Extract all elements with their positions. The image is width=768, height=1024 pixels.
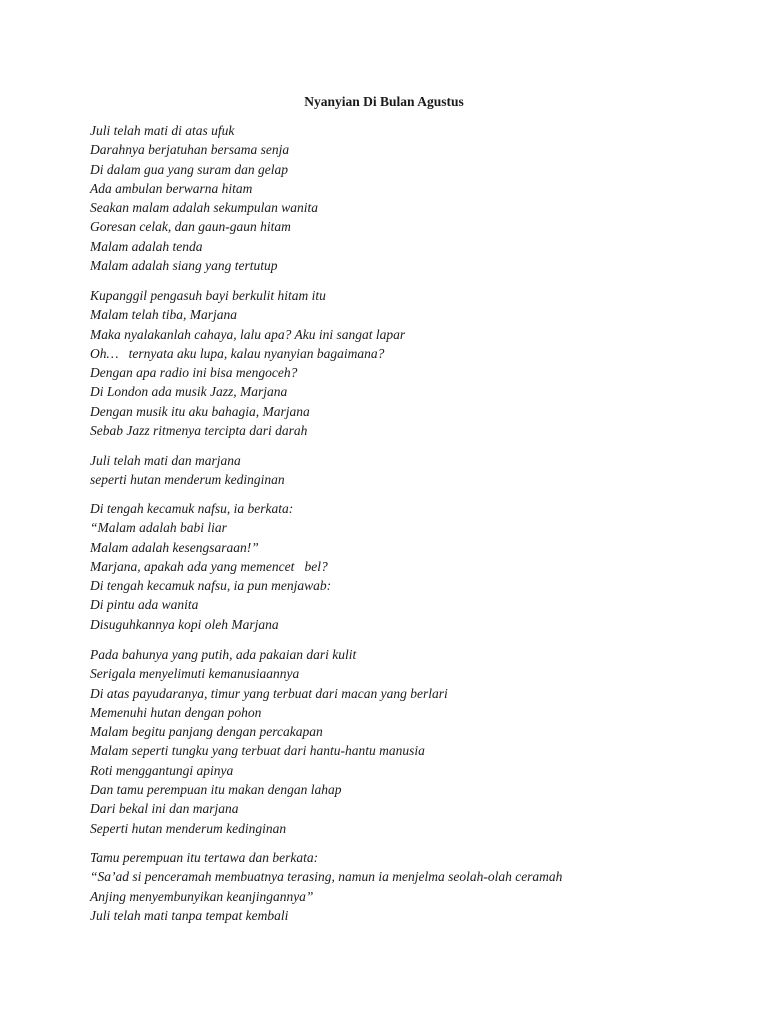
poem-line: Di London ada musik Jazz, Marjana [90, 384, 288, 400]
poem-line: Anjing menyembunyikan keanjingannya” [90, 888, 314, 904]
poem-line: Malam adalah siang yang tertutup [90, 258, 278, 274]
poem-line: Roti menggantungi apinya [90, 762, 234, 778]
stanza-4 [90, 499, 331, 634]
poem-line: Goresan celak, dan gaun-gaun hitam [90, 219, 291, 235]
poem-line: “Sa’ad si penceramah membuatnya terasing, namun ia menjelma seolah-olah ceramah [90, 869, 563, 885]
poem-line: Juli telah mati di atas ufuk [90, 123, 235, 138]
poem-line: Di pintu ada wanita [90, 597, 199, 613]
poem-line: Memenuhi hutan dengan pohon [90, 704, 262, 720]
stanza-3 [90, 451, 285, 490]
stanza-5 [90, 645, 448, 838]
poem-line: Maka nyalakanlah cahaya, lalu apa? Aku ini sangat lapar [90, 326, 406, 342]
poem-line: Sebab Jazz ritmenya tercipta dari darah [90, 423, 308, 439]
stanza-1 [90, 121, 318, 275]
poem-line: Oh… ternyata aku lupa, kalau nyanyian bagaimana? [90, 345, 385, 361]
poem-line: Kupanggil pengasuh bayi berkulit hitam itu [90, 288, 326, 303]
poem-line: Juli telah mati dan marjana [90, 453, 241, 468]
stanza-2 [90, 286, 405, 440]
poem-line: Malam begitu panjang dengan percakapan [90, 724, 323, 740]
stanza-6 [90, 848, 562, 925]
poem-line: Serigala menyelimuti kemanusiaannya [90, 666, 300, 682]
poem-title: Nyanyian Di Bulan Agustus [304, 94, 464, 109]
poem-line: Malam telah tiba, Marjana [90, 307, 237, 323]
poem-line: Di tengah kecamuk nafsu, ia pun menjawab: [90, 578, 332, 594]
poem-line: Di tengah kecamuk nafsu, ia berkata: [90, 501, 294, 516]
poem-line: Di atas payudaranya, timur yang terbuat dari macan yang berlari [90, 685, 448, 701]
poem-line: Tamu perempuan itu tertawa dan berkata: [90, 850, 319, 865]
poem-line: “Malam adalah babi liar [90, 520, 227, 536]
poem-line: Seakan malam adalah sekumpulan wanita [90, 200, 318, 216]
poem-line: Malam adalah tenda [90, 238, 203, 254]
poem-line: Disuguhkannya kopi oleh Marjana [90, 616, 279, 632]
poem-line: Malam adalah kesengsaraan!” [90, 539, 259, 555]
poem-line: Dengan musik itu aku bahagia, Marjana [90, 403, 310, 419]
poem-line: Seperti hutan menderum kedinginan [90, 820, 287, 836]
poem-line: Darahnya berjatuhan bersama senja [90, 142, 290, 158]
poem-line: Ada ambulan berwarna hitam [90, 180, 253, 196]
poem-line: Malam seperti tungku yang terbuat dari hantu-hantu manusia [90, 743, 425, 759]
poem-line: Pada bahunya yang putih, ada pakaian dari kulit [90, 647, 357, 662]
poem-line: Marjana, apakah ada yang memencet bel? [90, 558, 328, 574]
poem-line: Dari bekal ini dan marjana [90, 801, 239, 817]
poem-line: Juli telah mati tanpa tempat kembali [90, 907, 289, 923]
poem-line: Dengan apa radio ini bisa mengoceh? [90, 365, 298, 381]
poem-line: Di dalam gua yang suram dan gelap [90, 161, 288, 177]
poem-line: Dan tamu perempuan itu makan dengan lahap [90, 782, 342, 798]
poem-line: seperti hutan menderum kedinginan [90, 472, 285, 488]
